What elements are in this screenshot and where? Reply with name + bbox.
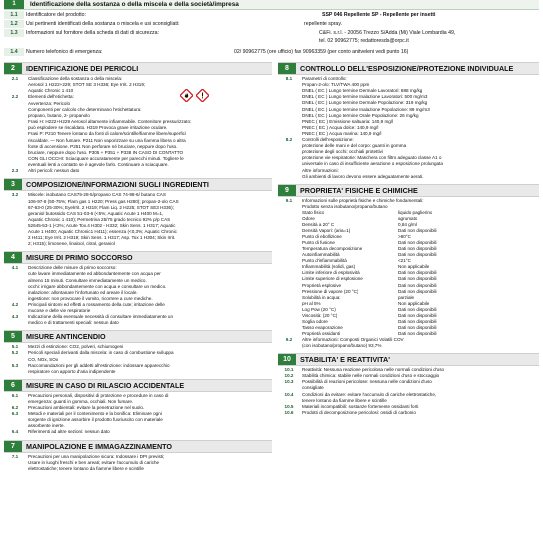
subsection-number: 6.1 [11,392,19,398]
section-4-text: almeno 15 minuti. Consultare immediatamente un medico. [28,277,147,283]
property-value: Dati non disponibili [398,330,437,336]
section-8-text: protezione vie respiratorie: Maschera con filtro adeguato classe A1 o [302,155,442,161]
section-4-header [4,251,272,264]
section-6-text: emergenza: guanti in gomma, occhiali. Non fumare. [28,398,134,404]
subsection-number: 5.2 [11,350,19,356]
subsection-number: 3.2 [11,192,19,198]
section-6-text: assorbente inerte. [28,423,65,429]
subsection-number: 10.3 [284,379,294,385]
section-10-text: consigliate [302,385,324,391]
section-8-text: universale in caso di insufficiente aerazione o esposizione prolungata [302,161,443,167]
subsection-number: 8.2 [285,137,293,142]
section-3-text: Aquatic Chronic 1 410); Permetrina 25/75 grado tecnico 92% p/p CAS [28,216,171,222]
section-3-text: 52645-53-1 (<2%; Acute Tox.4 H302 - H332; Skin Sens. 1 H317; Aquatic [28,222,176,228]
subsection-number: 6.3 [11,411,19,417]
section-5-header [4,330,272,343]
identification-row-value: repellente spray. [304,21,342,27]
section-10-header [278,353,539,366]
section-8-text: Propan-2-olo: TLV/TWA 400 ppm [302,82,370,88]
property-name: Temperatura decomposizione [302,246,363,252]
subsection-number: 10.1 [284,367,294,373]
section-7-title: MANIPOLAZIONE E IMMAGAZZINAMENTO [26,441,173,451]
identification-row-value: tel. 02 90962775; redattoresds@orpc.it [319,38,409,44]
section-5-text: respiratore con apporto d'aria indipendente [28,368,116,374]
property-name: Pressione di vapore (20 °C) [302,288,359,294]
property-name: Limite superiore di esplosione [302,276,363,282]
identification-row-value: SSP 046 Repellente SP - Repellente per insetti [322,12,436,18]
section-8-header [278,62,539,75]
section-10-number: 10 [278,354,296,365]
identification-row [4,20,539,28]
section-9-number: 9 [278,185,296,196]
section-10-text: Prodotti di decomposizione pericolosi: ossidi di carbonio [302,409,416,415]
identification-row [4,29,539,37]
subsection-number: 2.1 [11,76,19,81]
section-10-title: STABILITA' E REATTIVITA' [300,355,390,365]
section-6-text: Precauzioni ambientali: evitare la penetrazione nel suolo. [28,405,145,410]
section-2-text: Elementi dell'etichetta: [28,94,74,100]
section-10-text: tenere lontano da fiamme libere e scintille [302,397,387,403]
section-7-text: Usare in luoghi freschi e ben areati; evitare l'accumulo di cariche [28,459,160,465]
subsection-number: 7.1 [11,453,19,459]
property-value: Non applicabile [398,300,430,306]
section-10-text: Materiali incompatibili: sostanze fortemente ossidanti forti [302,403,419,409]
section-8-text: protezione delle mani e del corpo: guanti in gomma [302,143,407,149]
section-4-text: cute lavare immediatamente ed abbondantemente con acqua per [28,271,161,277]
property-value: Dati non disponibili [398,324,437,330]
section-4-text: Principali sintomi ed effetti a rossamento della cute; irritazione delle [28,301,165,307]
section-6-text: sorgente di ignizione assorbire il prodotto fuoriuscito con materiale [28,417,163,423]
section-3-text: geraniol butossido CAS 51-03-6 (<5%; Aquatic Acute 1 H400 M=1, [28,210,164,216]
identification-row-label: Numero telefonico di emergenza: [26,49,103,55]
section-8-text: PNEC ( EC ) Acqua dolce: 140,9 mg/l [302,124,379,130]
section-8-text: Parametri di controllo: [302,76,347,81]
section-3-text: Acute 1 H400; Aquatic Chronic1 H411); essenza (<0,3%; Aquatic Chronic [28,229,177,234]
property-name: Limite inferiore di esplosività [302,270,360,276]
subsection-number: 4.3 [11,314,19,320]
subsection-number: 6.2 [11,405,19,410]
property-value: Dati non disponibili [398,252,437,258]
section-9-title: PROPRIETA' FISICHE E CHIMICHE [300,185,418,195]
section-3-number: 3 [4,179,22,190]
section-8-text: Gli ambienti di lavoro devono essere adeguatamente aerati. [302,173,424,179]
section-1-number: 1 [4,0,24,9]
section-1-header [4,0,539,10]
section-9-text: Prodotto senza isobutano/propano/butano [302,203,388,209]
property-name: Densità a 20° C [302,222,335,227]
section-7-header [4,440,272,453]
identification-row-value: 02/ 90962775 (ore ufficio) fax 90963359 (per conto anitveleni vedi punto 16) [234,49,409,55]
section-8-text: DNEL ( EC ) Lungo termine Dermale Lavoratori: 888 mg/kg [302,88,423,94]
subsection-number: 8.1 [285,76,293,81]
property-name: Log Pow (20 °C) [302,306,336,312]
property-name: Tasso evaporazione [302,324,343,330]
ghs-flame-icon [180,89,193,102]
section-7-number: 7 [4,441,22,452]
section-6-text: Precauzioni personali, dispositivi di protezione e procedure in caso di [28,392,169,398]
section-2-text: Avvertenza: Pericolo [28,100,71,106]
section-5-number: 5 [4,331,22,342]
subsection-number: 10.5 [284,403,294,409]
section-1-title: Identificazione della sostanza o della miscela e della società/impresa [30,1,239,8]
section-6-text: Riferimenti ad altre sezioni: nessun dato [28,429,110,435]
property-name: Punto di ebollizione [302,234,342,240]
section-2-text: riscaldate. — Non fumare. P211 Non vaporizzare su una fiamma libera o altra [28,137,186,143]
property-name: pH al 5% [302,300,321,306]
section-8-text: DNEL ( EC ) Lungo termine Inalazione Popolazione: 89 mg/m3 [302,106,430,112]
section-3-text: Miscele: isobutano CAS75-28-5/propano CAS 74-98-6/ butano CAS [28,192,166,198]
identification-row-number: 1.1 [4,11,24,19]
section-3-title: COMPOSIZIONE/INFORMAZIONI SUGLI INGREDIENTI [26,180,209,190]
section-2-text: bruciare, neppure dopo l'uso. P305 + P351 + P338 IN CASO DI CONTATTO [28,149,184,155]
section-2-title: IDENTIFICAZIONE DEI PERICOLI [26,64,139,73]
section-4-text: inalazione: allontanare l'infortunato ed areare il locale. [28,289,138,295]
property-value: Dati non disponibili [398,312,437,318]
section-2-text: Altri pericoli: nessun dato [28,168,80,174]
section-2-text: propano, butano, 2- propanolo [28,112,90,118]
section-8-text: protezione degli occhi: occhiali protettivi [302,149,383,155]
identification-row-number: 1.2 [4,20,24,28]
section-2-text: Aerosol 1 H222+229; STOT SE 3 H336; Eye Irrit. 2 H319; [28,82,146,88]
section-6-number: 6 [4,380,22,391]
section-7-text: Precauzioni per una manipolazione sicura: Indossare i DPI previsti; [28,453,165,459]
identification-row-label: Usi pertinenti identificati della sostanza o miscela e usi sconsigliati: [26,21,180,27]
section-5-title: MISURE ANTINCENDIO [26,332,106,342]
section-8-text: Controlli dell'esposizione: [302,137,354,142]
subsection-number: 5.1 [11,344,19,350]
subsection-number: 6.4 [11,429,19,435]
right-column [278,62,539,560]
section-2-header [4,62,272,75]
subsection-number: 9.1 [285,197,293,203]
section-7-text: elettrostatiche; tenere lontano da fiamme libere e scintille [28,465,144,471]
ghs-exclamation-icon [196,89,209,102]
section-6-text: Metodi e materiali per il contenimento e la bonifica: Eliminare ogni [28,411,162,417]
section-2-text: può esplodere se riscaldato. H319 Provoca grave irritazione oculare. [28,125,168,131]
section-4-text: Indicazione della eventuale necessità di consultare immediatamente un [28,314,174,320]
identification-row-label: Informazioni sul fornitore della scheda di dati di sicurezza: [26,30,159,36]
identification-row-label: Identificatore del prodotto: [26,12,86,18]
safety-data-sheet [4,0,539,560]
section-10-text: Possibilità di reazioni pericolose: nessuna nelle condizioni d'uso [302,379,432,385]
property-value: Dati non disponibili [398,306,437,312]
property-name: Stato fisico [302,209,325,215]
identification-row [4,37,539,45]
section-2-number: 2 [4,63,22,74]
section-2-text: CON GLI OCCHI: Sciacquare accuratamente per parecchi minuti. Togliere le [28,155,184,161]
property-name: Solubilità in acqua: [302,294,341,300]
property-value: Dati non disponibili [398,318,437,324]
property-name: Soglia odore [302,318,328,324]
section-5-text: Raccomandazioni per gli addetti all'estinzione: indossare apparecchio [28,362,170,368]
property-value: Dati non disponibili [398,270,437,276]
section-5-text: Pericoli speciali derivanti dalla miscela: in caso di combustione sviluppa [28,350,174,356]
subsection-number: 2.3 [11,168,19,174]
property-name: Densità Vapori: (aria=1) [302,228,351,234]
property-value: Non applicabile [398,264,430,270]
section-10-text: Reattività: Nessuna reazione pericolosa nelle normali condizioni d'uso [302,367,445,373]
section-4-text: medico e di trattamenti speciali: nessun dato [28,320,119,326]
section-8-text: DNEL ( EC ) Lungo termine Dermale Popolazione: 319 mg/kg [302,100,428,106]
section-4-text: occhi: irrigare abbondantemente con acqua e consultare un medico. [28,283,167,289]
property-value: >80°C [398,234,411,240]
property-name: Proprietà esplosive [302,282,342,288]
section-9-header [278,184,539,197]
section-10-text: Condizioni da evitare: evitare l'accumulo di cariche elettrostatiche, [302,391,437,397]
subsection-number: 5.3 [11,362,19,368]
section-8-text: DNEL ( EC ) Lungo termine Inalazione Lavoratori: 500 mg/m3 [302,94,428,100]
property-value: parziale [398,294,415,300]
section-8-title: CONTROLLO DELL'ESPOSIZIONE/PROTEZIONE INDIVIDUALE [300,64,514,73]
section-2-text: Componenti per calcolo che determinano l'etichettatura: [28,106,142,112]
identification-row-number: 1.3 [4,29,24,37]
section-3-text: 2 H411; Eye Irrit. 2 H319; Skin Sens. 1 H317; Asp. Tox 1 H304; Skin Irrit. [28,235,176,241]
section-3-text: 106-97-8 (50-75%; Flam gas 1 H220; Press gas H280); propan-2-olo CAS [28,198,179,204]
section-4-text: mucose e delle vie respiratorie [28,308,91,313]
section-2-text: Classificazione della sostanza o della miscela: [28,76,123,81]
section-2-text: fonte di accensione. P251 Non perforare né bruciare, neppure dopo l'uso. [28,143,178,149]
subsection-number: 4.1 [11,265,19,271]
property-name: Infiammabilità (solidi, gas) [302,264,356,270]
section-4-number: 4 [4,252,22,263]
property-value: Dati non disponibili [398,276,437,282]
section-2-text: eventuali lenti a contatto se è agevole farlo. Continuare a sciacquare. [28,162,169,168]
section-4-title: MISURE DI PRIMO SOCCORSO [26,253,133,263]
section-8-number: 8 [278,63,296,74]
section-8-text: DNEL ( EC ) Lungo termine Orale Popolazione: 26 mg/kg [302,112,419,118]
property-name: Punto d'infiammabilità [302,258,347,264]
identification-row-number: 1.4 [4,48,24,56]
section-9-text: Informazioni sulle proprietà fisiche e chimiche fondamentali: [302,197,424,203]
section-10-text: Stabilità chimica: stabile nelle normali condizioni d'uso e stoccaggio [302,373,440,379]
section-3-text: 67-63-0 (25-30%; Eyelrrit. 2 H319; Flam Liq. 2 H225; STOT SE3 H336); [28,204,174,210]
property-name: Punto di fusione [302,240,335,246]
property-value: Dati non disponibili [398,228,437,234]
section-3-text: 2; H315); limonene, linalool, citral, geraniol [28,241,115,247]
subsection-number: 2.2 [11,94,19,100]
section-6-title: MISURE IN CASO DI RILASCIO ACCIDENTALE [26,380,185,390]
left-column [4,62,272,560]
property-name: Odore [302,215,315,221]
property-value: liquido paglierino [398,209,433,215]
subsection-number: 10.4 [284,391,294,397]
section-4-text: ingestione: non provocare il vomito, ricorrere a cure mediche. [28,295,153,301]
property-value: 0,84 g/ml [398,222,417,227]
section-8-text: Altre informazioni: [302,167,339,173]
section-9-text: (con isobutano/propano/butano) 93,7% [302,343,382,349]
property-value: <21°C [398,258,411,264]
property-value: Dati non disponibili [398,246,437,252]
identification-row-value: C&Fi. s.r.l. - 20056 Trezzo S/Adda (Mi) Viale Lombardia 49, [319,30,456,36]
subsection-number: 4.2 [11,301,19,307]
property-name: Viscosità: (20 °C) [302,312,338,318]
property-name: Proprietà ossidanti [302,330,341,336]
section-2-text: Frasi H: H222+H229 Aerosol altamente infiammabile. Contenitore pressurizzato: [28,119,192,125]
subsection-number: 9.2 [285,336,293,342]
section-2-text: Frasi P: P210 Tenere lontano da fonti di calore/scintille/fiamme libere/superfici [28,131,186,137]
subsection-number: 10.2 [284,373,294,379]
property-name: Autoinfiammabilità [302,252,340,258]
property-value: Dati non disponibili [398,288,437,294]
property-value: agrumato [398,215,418,221]
section-8-text: PNEC ( EC ) Acqua marina: 140,9 mg/l [302,130,382,136]
section-6-header [4,379,272,392]
section-8-text: PNEC ( EC ) Emissione saltuaria: 140,9 mg/l [302,118,394,124]
section-5-text: Mezzi di estinzione: CO2, polveri, schiumogeni [28,344,124,350]
section-9-text: Altre informazioni: Composti Organici Volatili COV [302,336,404,342]
identification-row [4,48,539,56]
section-4-text: Descrizione delle misure di primo soccorso: [28,265,117,271]
section-2-text: Aquatic Chronic 1 410 [28,88,74,94]
subsection-number: 10.6 [284,409,294,415]
section-5-text: CO, NOx, SOx [28,356,59,362]
section-3-header [4,178,272,191]
property-value: Dati non disponibili [398,240,437,246]
identification-row [4,11,539,19]
property-value: Dati non disponibili [398,282,437,288]
